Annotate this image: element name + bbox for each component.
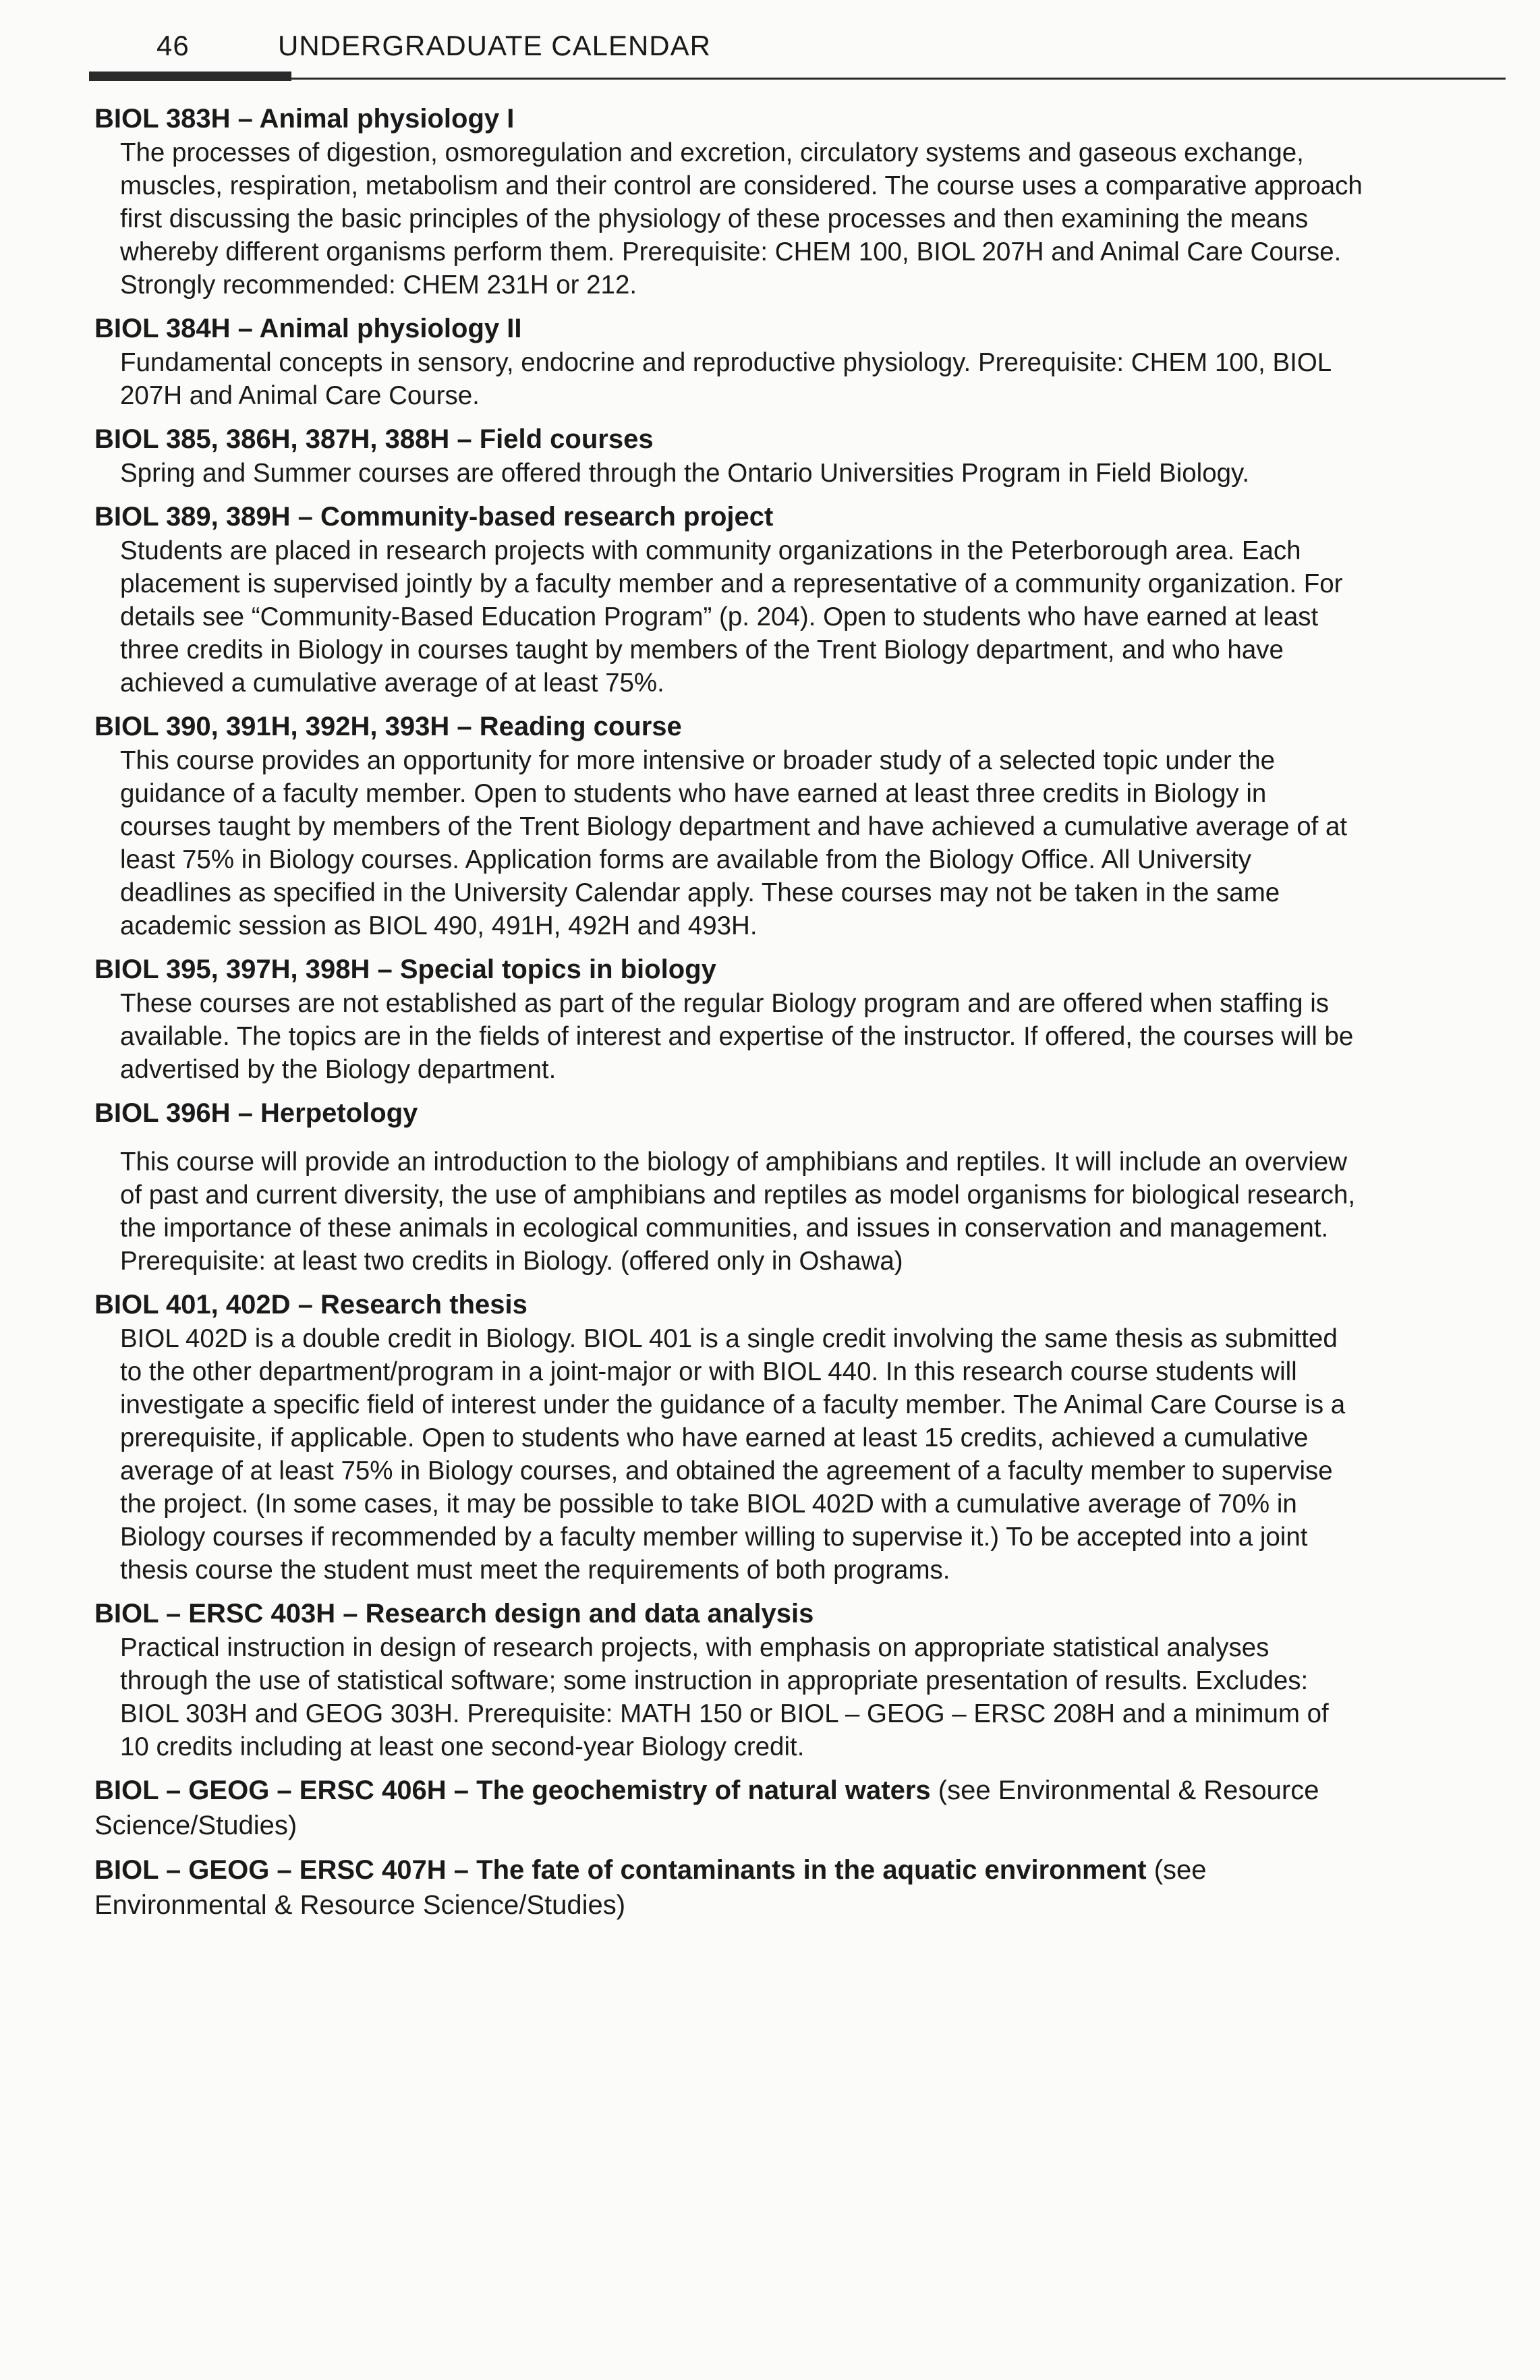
course-description: Fundamental concepts in sensory, endocrine and reproductive physiology. Prerequisite: CHEM 100, BIOL 207H and Animal Care Course. (120, 348, 1331, 410)
course-entry-biol-383h (94, 101, 1363, 302)
course-entry-biol-385 (94, 422, 1363, 490)
course-entry-biol-390 (94, 709, 1363, 942)
course-entry-biol-389 (94, 499, 1363, 700)
course-list (94, 101, 1363, 1932)
page-number: 46 (156, 30, 190, 61)
course-entry-biol-396h (94, 1096, 1363, 1278)
course-title: BIOL – GEOG – ERSC 406H – The geochemistry of natural waters (94, 1776, 931, 1805)
course-entry-biol-384h (94, 311, 1363, 412)
course-entry-biol-geog-ersc-407h (94, 1852, 1363, 1923)
course-title: BIOL 390, 391H, 392H, 393H – Reading course (94, 712, 682, 741)
course-title: BIOL 401, 402D – Research thesis (94, 1290, 527, 1320)
course-description: The processes of digestion, osmoregulation and excretion, circulatory systems and gaseous exchange, muscles, respiration, metabolism and their control are considered. The course uses a comparative approach first discussing the basic principles of the physiology of these processes and then examining the means whereby different organisms perform them. Prerequisite: CHEM 100, BIOL 207H and Animal Care Course. Strongly recommended: CHEM 231H or 212. (120, 138, 1363, 300)
course-description: BIOL 402D is a double credit in Biology. BIOL 401 is a single credit involving the same thesis as submitted to the other department/program in a joint-major or with BIOL 440. In this research course students will investigate a specific field of interest under the guidance of a faculty member. The Animal Care Course is a prerequisite, if applicable. Open to students who have earned at least 15 credits, achieved a cumulative average of at least 75% in Biology courses, and obtained the agreement of a faculty member to supervise the project. (In some cases, it may be possible to take BIOL 402D with a cumulative average of 70% in Biology courses if recommended by a faculty member willing to supervise it.) To be accepted into a joint thesis course the student must meet the requirements of both programs. (120, 1324, 1346, 1585)
running-title: UNDERGRADUATE CALENDAR (278, 30, 711, 61)
page-header (156, 26, 1357, 86)
course-title: BIOL 389, 389H – Community-based research project (94, 502, 774, 532)
course-title: BIOL 384H – Animal physiology II (94, 314, 522, 343)
course-title: BIOL – ERSC 403H – Research design and data analysis (94, 1599, 814, 1628)
course-title: BIOL – GEOG – ERSC 407H – The fate of contaminants in the aquatic environment (94, 1855, 1147, 1885)
header-rule (291, 78, 1506, 80)
course-entry-biol-geog-ersc-406h (94, 1773, 1363, 1843)
course-title: BIOL 396H – Herpetology (94, 1098, 418, 1128)
course-entry-biol-401 (94, 1287, 1363, 1587)
header-rule-thick (89, 72, 291, 81)
course-entry-biol-395 (94, 952, 1363, 1086)
course-description: This course will provide an introduction to the biology of amphibians and reptiles. It will include an overview of past and current diversity, the use of amphibians and reptiles as model organisms for biological research, the importance of these animals in ecological communities, and issues in conservation and management. Prerequisite: at least two credits in Biology. (offered only in Oshawa) (120, 1148, 1356, 1276)
course-title: BIOL 395, 397H, 398H – Special topics in biology (94, 955, 716, 984)
course-description: This course provides an opportunity for more intensive or broader study of a selected topic under the guidance of a faculty member. Open to students who have earned at least three credits in Biology in courses taught by members of the Trent Biology department and have achieved a cumulative average of at least 75% in Biology courses. Application forms are available from the Biology Office. All University deadlines as specified in the University Calendar apply. These courses may not be taken in the same academic session as BIOL 490, 491H, 492H and 493H. (120, 746, 1348, 940)
course-description: Students are placed in research projects with community organizations in the Peterborough area. Each placement is supervised jointly by a faculty member and a representative of a community organization. For details see “Community-Based Education Program” (p. 204). Open to students who have earned at least three credits in Biology in courses taught by members of the Trent Biology department, and who have achieved a cumulative average of at least 75%. (120, 536, 1343, 698)
cross-reference-note: (see Environmental & Resource Science/Studies) (94, 1776, 1319, 1840)
cross-reference-note: (see Environmental & Resource Science/Studies) (94, 1855, 1207, 1920)
course-description: Practical instruction in design of research projects, with emphasis on appropriate statistical analyses through the use of statistical software; some instruction in appropriate presentation of results. Excludes: BIOL 303H and GEOG 303H. Prerequisite: MATH 150 or BIOL – GEOG – ERSC 208H and a minimum of 10 credits including at least one second-year Biology credit. (120, 1633, 1329, 1761)
course-description: These courses are not established as part of the regular Biology program and are offered when staffing is available. The topics are in the fields of interest and expertise of the instructor. If offered, the courses will be advertised by the Biology department. (120, 989, 1354, 1084)
course-entry-biol-ersc-403h (94, 1596, 1363, 1763)
course-title: BIOL 383H – Animal physiology I (94, 104, 515, 134)
course-title: BIOL 385, 386H, 387H, 388H – Field courses (94, 424, 654, 454)
course-title-line (94, 1773, 1363, 1843)
course-title-line (94, 1852, 1363, 1923)
course-description: Spring and Summer courses are offered through the Ontario Universities Program in Field Biology. (120, 459, 1250, 488)
